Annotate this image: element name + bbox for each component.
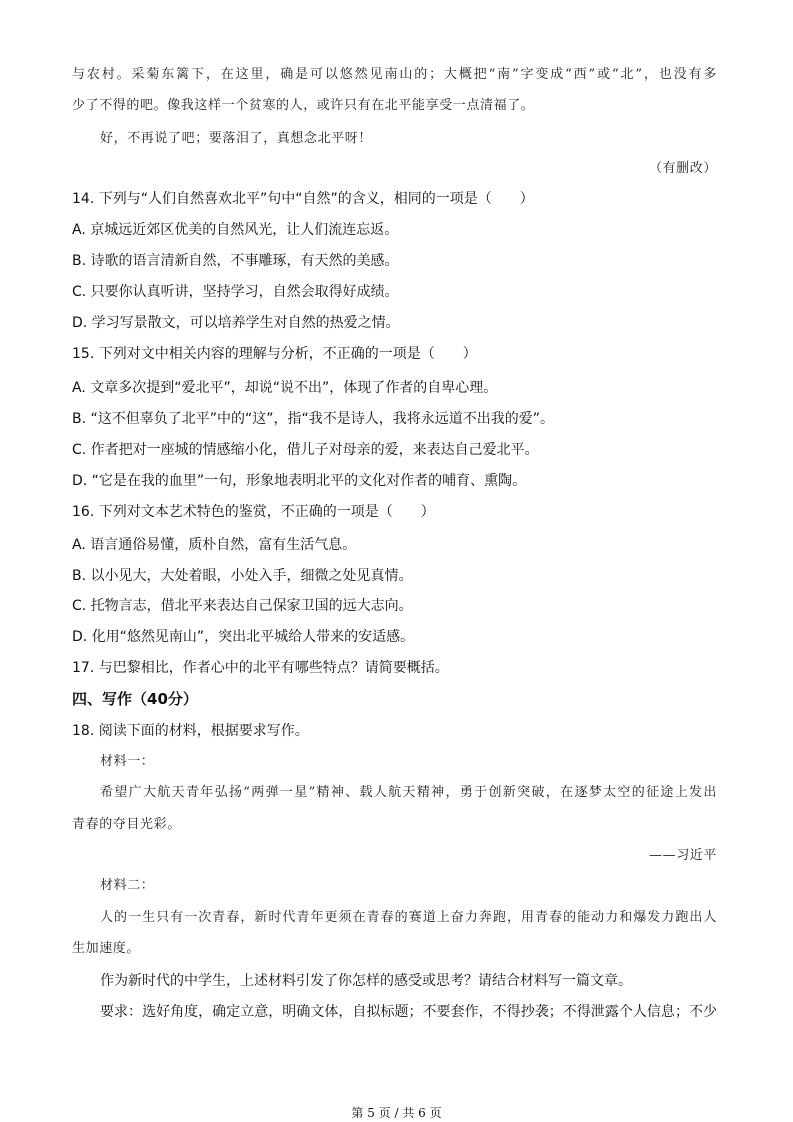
- question-17: 17. 与巴黎相比，作者心中的北平有哪些特点？请简要概括。: [72, 660, 449, 676]
- material-line: 青春的夺目光彩。: [72, 817, 181, 832]
- option: C. 作者把对一座城的情感缩小化，借儿子对母亲的爱，来表达自己爱北平。: [72, 442, 539, 458]
- question-15: 15. 下列对文中相关内容的理解与分析，不正确的一项是（ ）: [72, 346, 477, 362]
- option: C. 只要你认真听讲，坚持学习，自然会取得好成绩。: [72, 284, 399, 300]
- section-heading: 四、写作（40分）: [72, 690, 198, 708]
- option: C. 托物言志，借北平来表达自己保家卫国的远大志向。: [72, 598, 413, 614]
- material-line: 希望广大航天青年弘扬“两弹一星”精神、载人航天精神，勇于创新突破，在逐梦太空的征途上发出: [100, 785, 717, 800]
- question-16: 16. 下列对文本艺术特色的鉴赏，不正确的一项是（ ）: [72, 504, 435, 520]
- material-1-label: 材料一：: [100, 754, 155, 769]
- material-line: 人的一生只有一次青春，新时代青年更须在青春的赛道上奋力奔跑，用青春的能动力和爆发力跑出人: [100, 910, 717, 925]
- page-footer: 第 5 页 / 共 6 页: [351, 1106, 442, 1120]
- option: D. 学习写景散文，可以培养学生对自然的热爱之情。: [72, 315, 400, 331]
- option: B. “这不但辜负了北平”中的“这”，指“我不是诗人，我将永远道不出我的爱”。: [72, 411, 555, 427]
- material-line: 生加速度。: [72, 941, 141, 956]
- writing-requirements: 要求：选好角度，确定立意，明确文体，自拟标题；不要套作，不得抄袭；不得泄露个人信息；不少: [100, 1004, 717, 1020]
- option: A. 文章多次提到“爱北平”，却说“说不出”，体现了作者的自卑心理。: [72, 380, 498, 396]
- option: A. 语言通俗易懂，质朴自然，富有生活气息。: [72, 537, 357, 553]
- option: A. 京城远近郊区优美的自然风光，让人们流连忘返。: [72, 222, 399, 238]
- passage-line: 与农村。采菊东篱下，在这里，确是可以悠然见南山的；大概把“南”字变成“西”或“北”，也没有多: [72, 67, 717, 82]
- passage-closing: 好，不再说了吧；要落泪了，真想念北平呀！: [100, 131, 373, 146]
- writing-prompt: 作为新时代的中学生，上述材料引发了你怎样的感受或思考？请结合材料写一篇文章。: [100, 973, 632, 989]
- passage-line: 少了不得的吧。像我这样一个贫寒的人，或许只有在北平能享受一点清福了。: [72, 98, 535, 113]
- option: D. “它是在我的血里”一句，形象地表明北平的文化对作者的哺育、熏陶。: [72, 473, 527, 489]
- question-18: 18. 阅读下面的材料，根据要求写作。: [72, 723, 309, 739]
- option: B. 诗歌的语言清新自然，不事雕琢，有天然的美感。: [72, 253, 399, 269]
- option: B. 以小见大，大处着眼，小处入手，细微之处见真情。: [72, 568, 413, 584]
- source-note: （有删改）: [648, 161, 717, 176]
- material-2-label: 材料二：: [100, 878, 155, 893]
- material-source: ——习近平: [649, 848, 717, 863]
- question-14: 14. 下列与“人们自然喜欢北平”句中“自然”的含义，相同的一项是（ ）: [72, 191, 534, 207]
- option: D. 化用“悠然见南山”，突出北平城给人带来的安适感。: [72, 629, 415, 645]
